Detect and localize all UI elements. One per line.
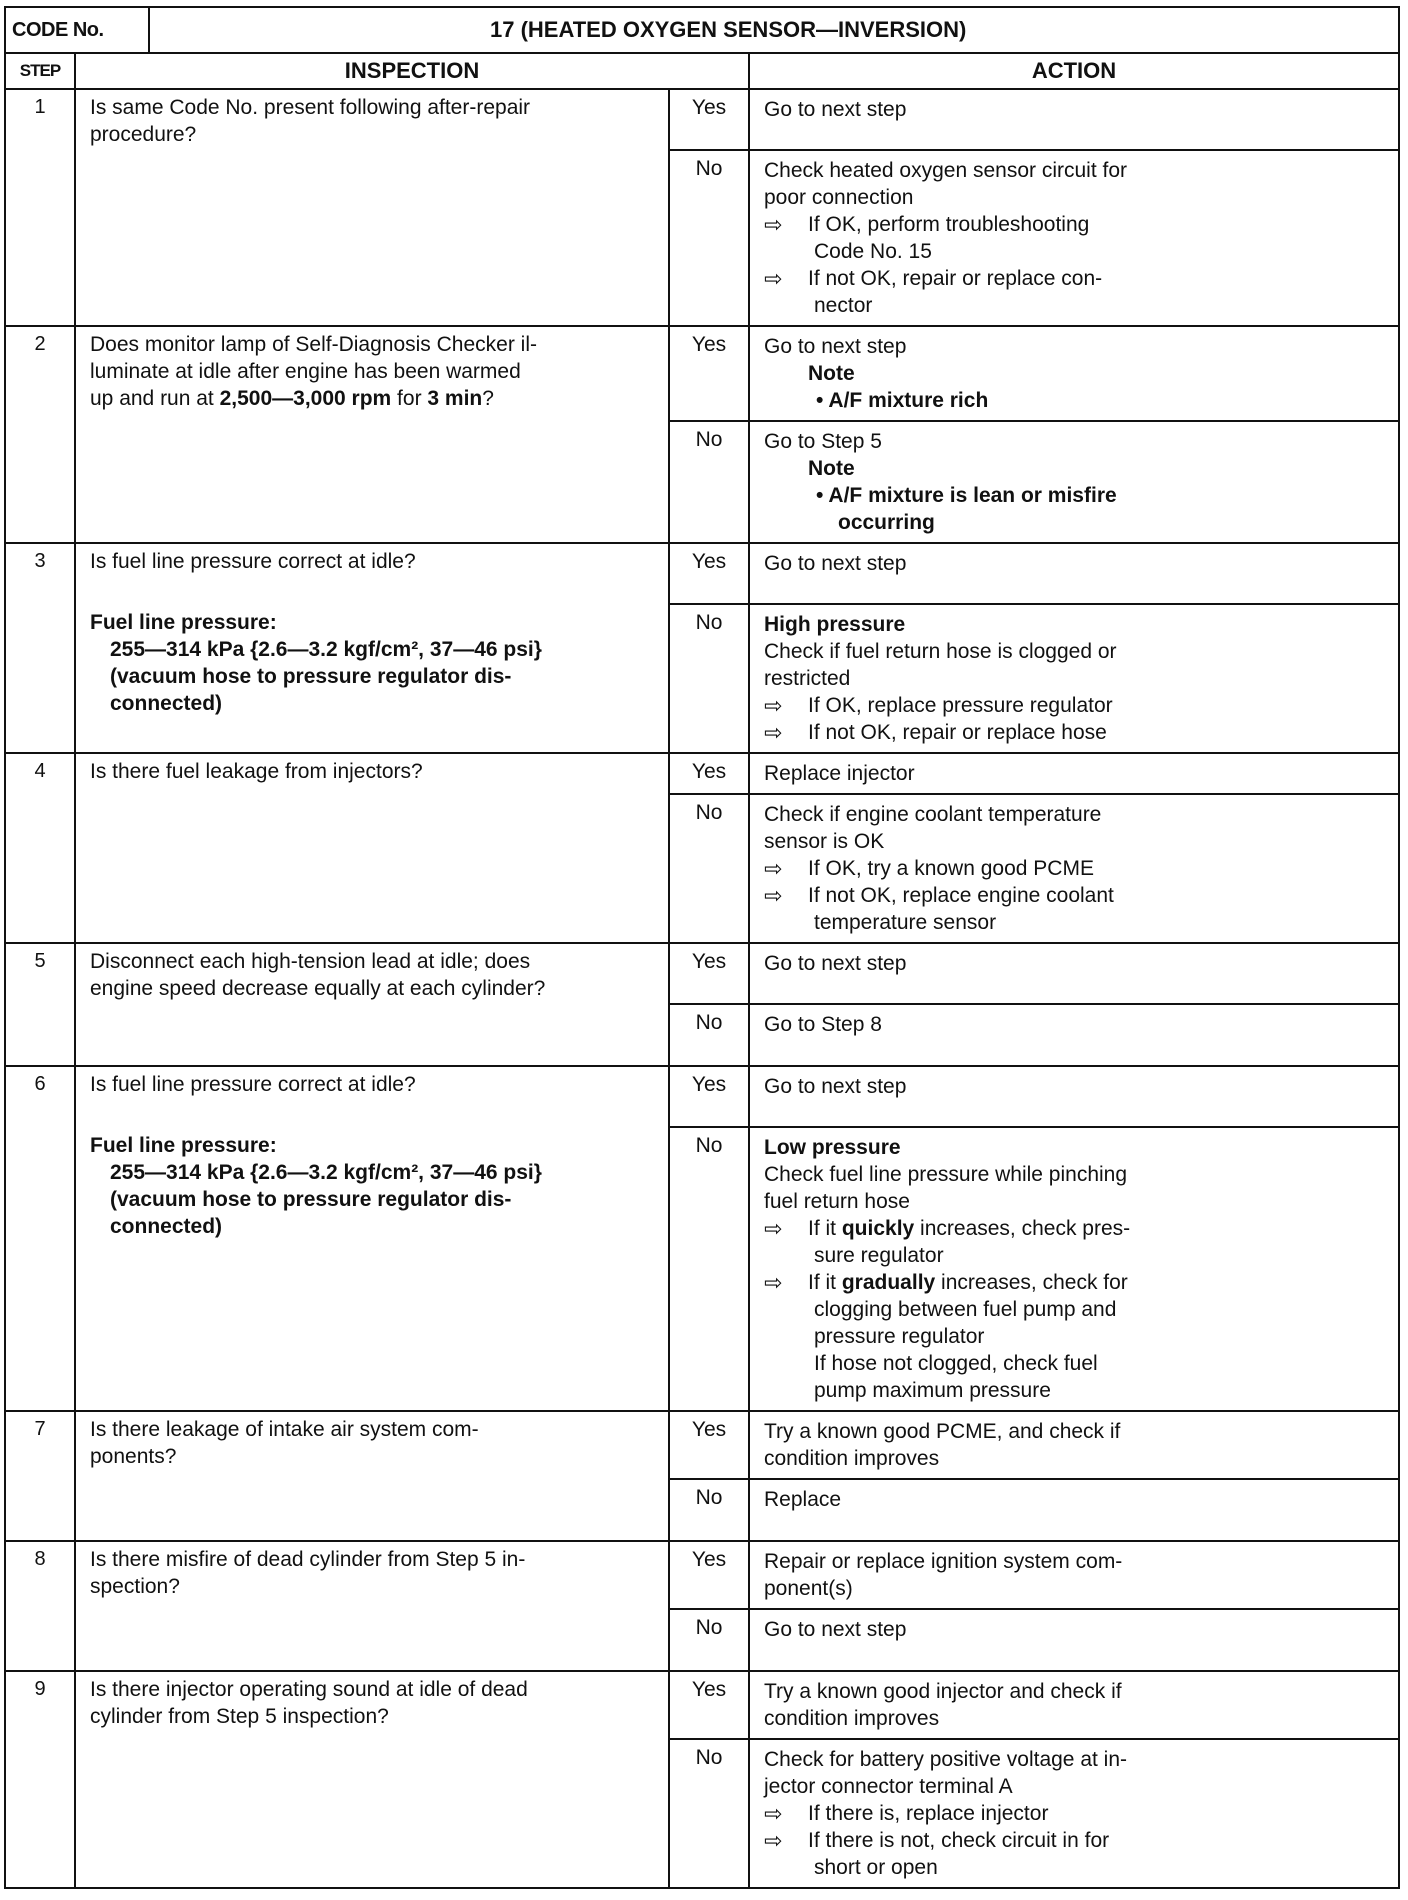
note-label: Note [808, 457, 855, 480]
no-label: No [669, 1004, 749, 1066]
step-row-yes [5, 753, 1399, 794]
inspection-text: Is fuel line pressure correct at idle? [90, 550, 416, 573]
step-number: 1 [5, 89, 75, 326]
yes-label: Yes [669, 1541, 749, 1609]
action-column-header: ACTION [749, 53, 1399, 89]
no-label: No [669, 794, 749, 943]
arrow-continuation: short or open [814, 1856, 938, 1879]
inspection-cell [75, 1541, 669, 1671]
step-number: 3 [5, 543, 75, 753]
arrow-text: If OK, perform troubleshooting [808, 213, 1090, 236]
step-number: 8 [5, 1541, 75, 1671]
right-arrow-icon: ⇨ [764, 266, 783, 291]
arrow-line [764, 692, 1390, 719]
step-row-yes [5, 943, 1399, 1004]
yes-action [749, 1411, 1399, 1479]
inspection-cell [75, 1671, 669, 1888]
pressure-heading: Low pressure [764, 1136, 901, 1159]
right-arrow-icon: ⇨ [764, 212, 783, 237]
arrow-item [764, 211, 1390, 265]
action-text: Go to next step [764, 1618, 907, 1641]
inspection-cell [75, 89, 669, 326]
no-action [749, 1004, 1399, 1066]
emphasis-text: quickly [841, 1217, 915, 1240]
inspection-text: Is there misfire of dead cylinder from Step 5 in- [90, 1548, 526, 1571]
fuel-pressure-spec [90, 1132, 658, 1240]
inspection-text: luminate at idle after engine has been warmed [90, 360, 521, 383]
no-label: No [669, 150, 749, 326]
arrow-continuation: sure regulator [814, 1244, 944, 1267]
troubleshooting-table [4, 6, 1400, 1889]
right-arrow-icon: ⇨ [764, 1828, 783, 1853]
step-row-yes [5, 1066, 1399, 1127]
action-text: Go to next step [764, 335, 907, 358]
arrow-line [764, 211, 1390, 238]
inspection-cell [75, 1066, 669, 1411]
no-action [749, 1609, 1399, 1671]
arrow-text: If there is, replace injector [808, 1802, 1049, 1825]
step-row-yes [5, 1411, 1399, 1479]
step-number: 6 [5, 1066, 75, 1411]
yes-action [749, 89, 1399, 150]
arrow-line [764, 1827, 1390, 1854]
arrow-line [764, 1269, 1390, 1296]
inspection-cell [75, 326, 669, 543]
yes-action [749, 326, 1399, 421]
inspection-text: spection? [90, 1575, 180, 1598]
arrow-text: If not OK, repair or replace hose [808, 721, 1107, 744]
inspection-column-header: INSPECTION [75, 53, 749, 89]
no-label: No [669, 1127, 749, 1411]
column-header-row [5, 53, 1399, 89]
yes-label: Yes [669, 1411, 749, 1479]
action-text: Go to Step 5 [764, 430, 882, 453]
yes-label: Yes [669, 326, 749, 421]
step-column-header: STEP [5, 53, 75, 89]
action-text: Try a known good injector and check if [764, 1680, 1122, 1703]
arrow-line [764, 855, 1390, 882]
action-text: Check if engine coolant temperature [764, 803, 1102, 826]
action-text: condition improves [764, 1447, 940, 1470]
step-number: 7 [5, 1411, 75, 1541]
arrow-line [764, 1215, 1390, 1242]
action-text: Check heated oxygen sensor circuit for [764, 159, 1128, 182]
no-action [749, 1479, 1399, 1541]
spec-line: 255—314 kPa {2.6—3.2 kgf/cm², 37—46 psi} [110, 638, 542, 661]
no-label: No [669, 1479, 749, 1541]
note-bullet: • A/F mixture is lean or misfire [816, 484, 1117, 507]
troubleshooting-sheet [4, 6, 1398, 1889]
inspection-text: engine speed decrease equally at each cylinder? [90, 977, 546, 1000]
action-text: restricted [764, 667, 851, 690]
arrow-item [764, 855, 1390, 882]
step-row-yes [5, 543, 1399, 604]
pressure-heading: High pressure [764, 613, 906, 636]
no-action [749, 150, 1399, 326]
action-text: Go to next step [764, 98, 907, 121]
action-text: Go to Step 8 [764, 1013, 882, 1036]
spec-line: connected) [110, 1215, 223, 1238]
arrow-text: If not OK, replace engine coolant [808, 884, 1114, 907]
step-number: 9 [5, 1671, 75, 1888]
no-action [749, 604, 1399, 753]
note-bullet-continuation: occurring [838, 511, 935, 534]
no-action [749, 421, 1399, 543]
inspection-cell [75, 753, 669, 943]
action-text: poor connection [764, 186, 914, 209]
yes-label: Yes [669, 943, 749, 1004]
spec-line: (vacuum hose to pressure regulator dis- [110, 665, 512, 688]
yes-action [749, 753, 1399, 794]
arrow-item [764, 719, 1390, 746]
step-number: 5 [5, 943, 75, 1066]
arrow-text: If it quickly increases, check pres- [808, 1217, 1131, 1240]
spec-title: Fuel line pressure: [90, 611, 277, 634]
right-arrow-icon: ⇨ [764, 1801, 783, 1826]
inspection-cell [75, 1411, 669, 1541]
arrow-item [764, 1269, 1390, 1404]
inspection-text: Is fuel line pressure correct at idle? [90, 1073, 416, 1096]
note-label: Note [808, 362, 855, 385]
yes-label: Yes [669, 89, 749, 150]
arrow-continuation: If hose not clogged, check fuel [814, 1352, 1098, 1375]
note-bullet: • A/F mixture rich [816, 389, 989, 412]
steps-body [5, 89, 1399, 1888]
action-text: sensor is OK [764, 830, 885, 853]
inspection-cell [75, 543, 669, 753]
inspection-text: Is same Code No. present following after-repair [90, 96, 531, 119]
yes-label: Yes [669, 1066, 749, 1127]
action-text: Check for battery positive voltage at in- [764, 1748, 1128, 1771]
arrow-continuation: nector [814, 294, 873, 317]
no-action [749, 1739, 1399, 1888]
action-text: Check fuel line pressure while pinching [764, 1163, 1128, 1186]
action-text: Replace [764, 1488, 842, 1511]
arrow-text: If not OK, repair or replace con- [808, 267, 1103, 290]
right-arrow-icon: ⇨ [764, 856, 783, 881]
action-text: Check if fuel return hose is clogged or [764, 640, 1117, 663]
arrow-continuation: Code No. 15 [814, 240, 932, 263]
arrow-line [764, 719, 1390, 746]
spec-line: connected) [110, 692, 223, 715]
code-title: 17 (HEATED OXYGEN SENSOR—INVERSION) [490, 17, 967, 42]
step-row-yes [5, 1671, 1399, 1739]
action-text: condition improves [764, 1707, 940, 1730]
arrow-line [764, 882, 1390, 909]
no-action [749, 1127, 1399, 1411]
step-row-yes [5, 1541, 1399, 1609]
inspection-text: Is there injector operating sound at idle of dead [90, 1678, 528, 1701]
yes-label: Yes [669, 753, 749, 794]
action-text: Go to next step [764, 952, 907, 975]
right-arrow-icon: ⇨ [764, 1216, 783, 1241]
yes-action [749, 1066, 1399, 1127]
inspection-text: Does monitor lamp of Self-Diagnosis Checker il- [90, 333, 537, 356]
arrow-continuation: pressure regulator [814, 1325, 985, 1348]
arrow-line [764, 1800, 1390, 1827]
action-text: Go to next step [764, 552, 907, 575]
rpm-value: 2,500—3,000 rpm [219, 387, 392, 410]
arrow-text: If OK, try a known good PCME [808, 857, 1094, 880]
step-number: 4 [5, 753, 75, 943]
inspection-text: Is there leakage of intake air system com- [90, 1418, 479, 1441]
inspection-text: Is there fuel leakage from injectors? [90, 760, 423, 783]
inspection-text: cylinder from Step 5 inspection? [90, 1705, 389, 1728]
right-arrow-icon: ⇨ [764, 883, 783, 908]
inspection-text: ponents? [90, 1445, 177, 1468]
right-arrow-icon: ⇨ [764, 693, 783, 718]
arrow-continuation: pump maximum pressure [814, 1379, 1051, 1402]
arrow-text: If there is not, check circuit in for [808, 1829, 1110, 1852]
arrow-continuation: clogging between fuel pump and [814, 1298, 1117, 1321]
spec-line: 255—314 kPa {2.6—3.2 kgf/cm², 37—46 psi} [110, 1161, 542, 1184]
arrow-line [764, 265, 1390, 292]
inspection-cell [75, 943, 669, 1066]
arrow-item [764, 1800, 1390, 1827]
action-text: Repair or replace ignition system com- [764, 1550, 1123, 1573]
inspection-text: up and run at 2,500—3,000 rpm for 3 min? [90, 387, 494, 410]
yes-action [749, 1671, 1399, 1739]
arrow-item [764, 1827, 1390, 1881]
action-text: fuel return hose [764, 1190, 910, 1213]
step-number: 2 [5, 326, 75, 543]
no-action [749, 794, 1399, 943]
yes-action [749, 1541, 1399, 1609]
no-label: No [669, 604, 749, 753]
yes-action [749, 943, 1399, 1004]
arrow-continuation: temperature sensor [814, 911, 997, 934]
inspection-text: procedure? [90, 123, 197, 146]
inspection-text: Disconnect each high-tension lead at idle; does [90, 950, 531, 973]
action-text: Go to next step [764, 1075, 907, 1098]
yes-action [749, 543, 1399, 604]
right-arrow-icon: ⇨ [764, 720, 783, 745]
action-text: jector connector terminal A [764, 1775, 1013, 1798]
arrow-item [764, 1215, 1390, 1269]
action-text: Replace injector [764, 762, 915, 785]
code-row [5, 7, 1399, 53]
arrow-item [764, 692, 1390, 719]
action-text: ponent(s) [764, 1577, 853, 1600]
no-label: No [669, 1609, 749, 1671]
yes-label: Yes [669, 1671, 749, 1739]
arrow-text: If OK, replace pressure regulator [808, 694, 1113, 717]
action-text: Try a known good PCME, and check if [764, 1420, 1121, 1443]
arrow-item [764, 882, 1390, 936]
code-label: CODE No. [6, 8, 150, 52]
spec-line: (vacuum hose to pressure regulator dis- [110, 1188, 512, 1211]
no-label: No [669, 421, 749, 543]
yes-label: Yes [669, 543, 749, 604]
arrow-item [764, 265, 1390, 319]
step-row-yes [5, 326, 1399, 421]
right-arrow-icon: ⇨ [764, 1270, 783, 1295]
step-row-yes [5, 89, 1399, 150]
fuel-pressure-spec [90, 609, 658, 717]
no-label: No [669, 1739, 749, 1888]
emphasis-text: gradually [841, 1271, 936, 1294]
arrow-text: If it gradually increases, check for [808, 1271, 1128, 1294]
time-value: 3 min [427, 387, 483, 410]
spec-title: Fuel line pressure: [90, 1134, 277, 1157]
